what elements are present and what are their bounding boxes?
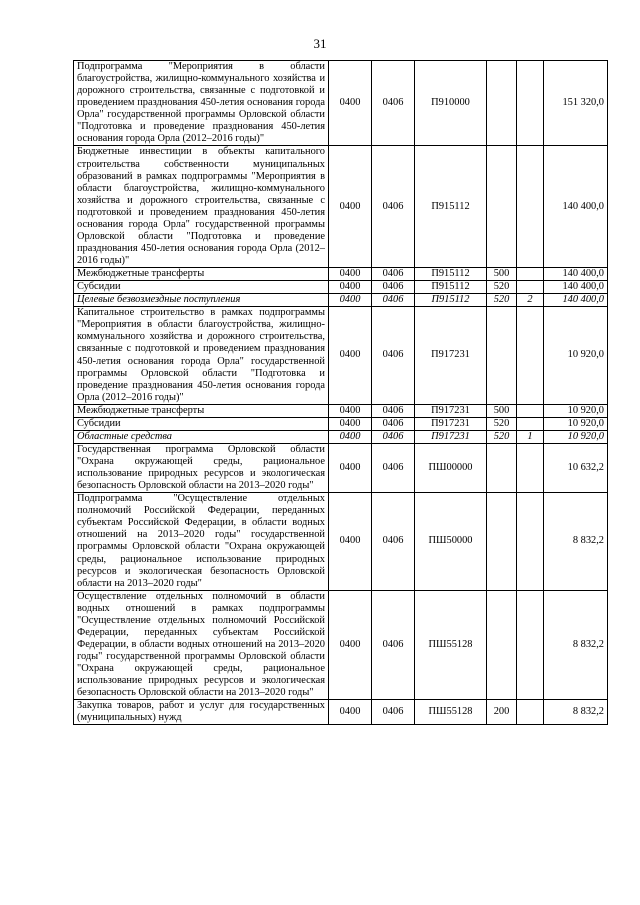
item-name-cell: Государственная программа Орловской области "Охрана окружающей среды, рациональное использование природных ресурсов и экологическая безопасность Орловской области на 2013–2020 годы" [74,443,329,492]
expense-type-cell: 520 [487,294,517,307]
amount-cell: 140 400,0 [544,146,608,268]
funding-source-cell [517,417,544,430]
amount-cell: 140 400,0 [544,294,608,307]
amount-cell: 10 920,0 [544,430,608,443]
expense-type-cell [487,493,517,591]
table-row [74,146,608,268]
item-name-cell: Подпрограмма "Осуществление отдельных полномочий Российской Федерации, переданных субъектам Российской Федерации, в области водных отношений на 2013–2020 годы" государственной программы Орловской области "Охрана окружающей среды, рациональное использование природных ресурсов и экологическая безопасность Орловской области на 2013–2020 годы" [74,493,329,591]
expense-type-cell: 520 [487,281,517,294]
table-row [74,590,608,700]
funding-source-cell [517,268,544,281]
expense-type-cell [487,590,517,700]
item-name-cell: Бюджетные инвестиции в объекты капитального строительства собственности муниципальных образований в рамках подпрограммы "Мероприятия в области благоустройства, жилищно-коммунального хозяйства и дорожного строительства, связанные с подготовкой и проведением празднования 450-летия основания города Орла" государственной программы Орловской области "Подготовка и проведение празднования 450-летия основания города Орла (2012–2016 годы)" [74,146,329,268]
item-name-cell: Субсидии [74,417,329,430]
table-row [74,430,608,443]
subsection-code-cell: 0406 [372,443,415,492]
subsection-code-cell: 0406 [372,700,415,725]
amount-cell: 151 320,0 [544,61,608,146]
subsection-code-cell: 0406 [372,590,415,700]
item-name-cell: Субсидии [74,281,329,294]
item-name-cell: Межбюджетные трансферты [74,268,329,281]
expense-type-cell: 200 [487,700,517,725]
funding-source-cell [517,61,544,146]
item-name-cell: Межбюджетные трансферты [74,404,329,417]
funding-source-cell [517,590,544,700]
target-article-cell: ПШ55128 [415,700,487,725]
target-article-cell: ПШ55128 [415,590,487,700]
expense-type-cell [487,61,517,146]
subsection-code-cell: 0406 [372,294,415,307]
section-code-cell: 0400 [329,268,372,281]
expense-type-cell: 520 [487,417,517,430]
page-number: 31 [313,36,327,51]
target-article-cell: П910000 [415,61,487,146]
table-row [74,294,608,307]
target-article-cell: П917231 [415,430,487,443]
table-row [74,281,608,294]
section-code-cell: 0400 [329,443,372,492]
subsection-code-cell: 0406 [372,281,415,294]
amount-cell: 140 400,0 [544,281,608,294]
table-row [74,417,608,430]
item-name-cell: Областные средства [74,430,329,443]
section-code-cell: 0400 [329,417,372,430]
expense-type-cell: 500 [487,404,517,417]
section-code-cell: 0400 [329,493,372,591]
target-article-cell: П917231 [415,404,487,417]
subsection-code-cell: 0406 [372,307,415,405]
section-code-cell: 0400 [329,404,372,417]
funding-source-cell: 2 [517,294,544,307]
subsection-code-cell: 0406 [372,268,415,281]
subsection-code-cell: 0406 [372,404,415,417]
amount-cell: 8 832,2 [544,700,608,725]
amount-cell: 10 920,0 [544,417,608,430]
section-code-cell: 0400 [329,61,372,146]
subsection-code-cell: 0406 [372,493,415,591]
expense-type-cell: 520 [487,430,517,443]
funding-source-cell [517,443,544,492]
target-article-cell: П915112 [415,294,487,307]
section-code-cell: 0400 [329,430,372,443]
funding-source-cell [517,307,544,405]
table-row [74,61,608,146]
table-row [74,404,608,417]
expense-type-cell [487,307,517,405]
item-name-cell: Закупка товаров, работ и услуг для государственных (муниципальных) нужд [74,700,329,725]
table-row [74,493,608,591]
target-article-cell: П915112 [415,268,487,281]
funding-source-cell [517,281,544,294]
funding-source-cell: 1 [517,430,544,443]
target-article-cell: ПШ50000 [415,493,487,591]
amount-cell: 10 632,2 [544,443,608,492]
item-name-cell: Осуществление отдельных полномочий в области водных отношений в рамках подпрограммы "Осуществление отдельных полномочий Российской Федерации, переданных субъектам Российской Федерации, в области водных отношений на 2013–2020 годы" государственной программы Орловской области "Охрана окружающей среды, рациональное использование природных ресурсов и экологическая безопасность Орловской области на 2013–2020 годы" [74,590,329,700]
funding-source-cell [517,146,544,268]
funding-source-cell [517,700,544,725]
budget-table [73,60,608,725]
section-code-cell: 0400 [329,590,372,700]
subsection-code-cell: 0406 [372,146,415,268]
target-article-cell: П917231 [415,417,487,430]
table-row [74,443,608,492]
target-article-cell: П915112 [415,281,487,294]
amount-cell: 8 832,2 [544,493,608,591]
section-code-cell: 0400 [329,281,372,294]
amount-cell: 140 400,0 [544,268,608,281]
section-code-cell: 0400 [329,294,372,307]
item-name-cell: Подпрограмма "Мероприятия в области благоустройства, жилищно-коммунального хозяйства и дорожного строительства, связанные с подготовкой и проведением празднования 450-летия основания города Орла" государственной программы Орловской области "Подготовка и проведение празднования 450-летия основания города Орла (2012–2016 годы)" [74,61,329,146]
target-article-cell: ПШ00000 [415,443,487,492]
table-row [74,307,608,405]
item-name-cell: Целевые безвозмездные поступления [74,294,329,307]
table-row [74,268,608,281]
table-row [74,700,608,725]
section-code-cell: 0400 [329,307,372,405]
expense-type-cell [487,146,517,268]
target-article-cell: П917231 [415,307,487,405]
amount-cell: 8 832,2 [544,590,608,700]
section-code-cell: 0400 [329,146,372,268]
amount-cell: 10 920,0 [544,307,608,405]
expense-type-cell: 500 [487,268,517,281]
section-code-cell: 0400 [329,700,372,725]
subsection-code-cell: 0406 [372,61,415,146]
expense-type-cell [487,443,517,492]
funding-source-cell [517,404,544,417]
amount-cell: 10 920,0 [544,404,608,417]
subsection-code-cell: 0406 [372,430,415,443]
funding-source-cell [517,493,544,591]
item-name-cell: Капитальное строительство в рамках подпрограммы "Мероприятия в области благоустройства, жилищно-коммунального хозяйства и дорожного строительства, связанные с подготовкой и проведением празднования 450-летия основания города Орла" государственной программы Орловской области "Подготовка и проведение празднования 450-летия основания города Орла (2012–2016 годы)" [74,307,329,405]
target-article-cell: П915112 [415,146,487,268]
subsection-code-cell: 0406 [372,417,415,430]
